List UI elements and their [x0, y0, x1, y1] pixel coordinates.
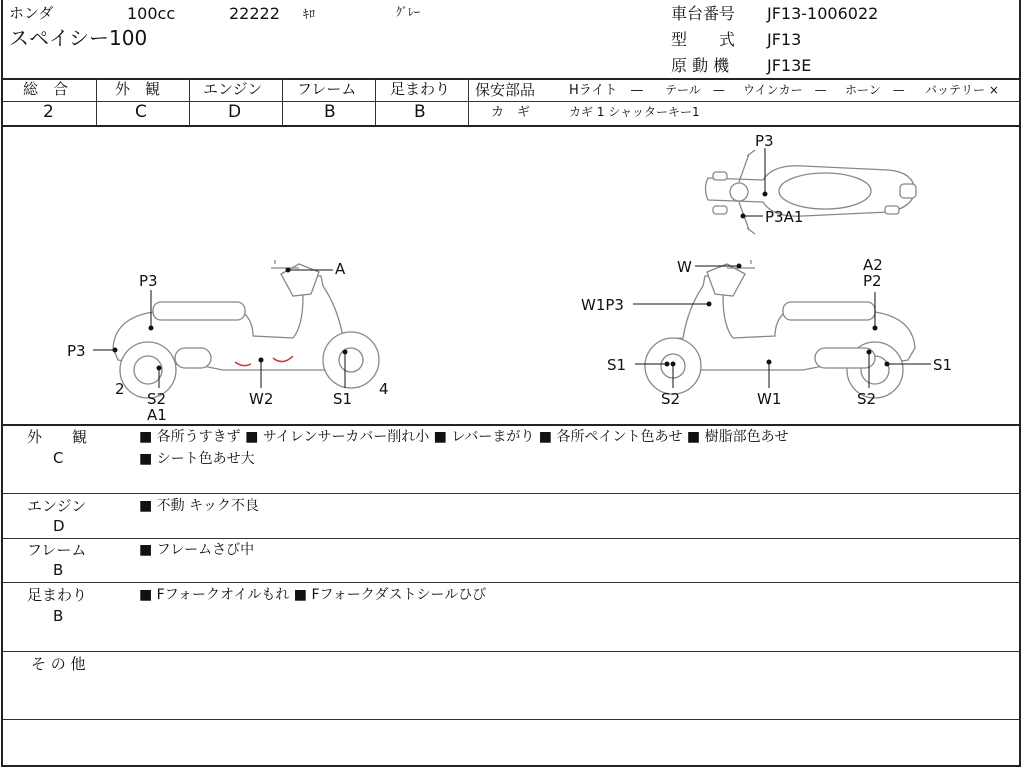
mark-label: S1 [607, 356, 627, 374]
mark-label: S2 [147, 390, 167, 408]
remark-line: ■ フレームさび中 [139, 542, 255, 558]
remark-grade-engine: D [53, 517, 65, 535]
key-label: カ ギ [491, 105, 531, 120]
engine-value: JF13E [767, 56, 812, 75]
mark-label: 2 [115, 380, 125, 398]
remark-divider [3, 582, 1019, 583]
safety-item-headlight: Hライト — [569, 83, 644, 98]
mark-label: S2 [661, 390, 681, 408]
remark-divider [3, 493, 1019, 494]
safety-item-horn: ホーン — [845, 83, 905, 97]
remark-divider [3, 719, 1019, 720]
grade-label-engine: エンジン [203, 80, 263, 98]
color: ｸﾞﾚｰ [396, 5, 421, 19]
grid-line [189, 79, 190, 125]
remark-category-engine: エンジン [27, 497, 87, 515]
displacement: 100cc [127, 4, 176, 23]
mark-label: P2 [863, 272, 882, 290]
grade-label-total: 総 合 [23, 80, 69, 98]
remark-line: ■ 不動 キック不良 [139, 498, 259, 514]
engine-label: 原 動 機 [671, 56, 730, 75]
remark-category-suspension: 足まわり [27, 586, 88, 604]
mark-label: A2 [863, 256, 883, 274]
mark-label: W1 [757, 390, 782, 408]
grade-label-exterior: 外 観 [115, 80, 161, 98]
chassis-label: 車台番号 [671, 4, 736, 23]
remark-grade-exterior: C [53, 449, 64, 467]
mileage: 22222 [229, 4, 280, 23]
safety-item-battery: バッテリー × [925, 83, 999, 97]
diagram-bottom-divider [3, 424, 1019, 426]
mark-label: A [335, 260, 346, 278]
type-value: JF13 [767, 30, 802, 49]
type-label: 型 式 [671, 30, 736, 49]
mark-label: W2 [249, 390, 274, 408]
mark-label: S1 [933, 356, 953, 374]
scooter-top-view [706, 150, 917, 234]
remark-category-exterior: 外 観 [27, 428, 88, 446]
grade-value-frame: B [324, 102, 336, 122]
remark-line: ■ Fフォークオイルもれ ■ Fフォークダストシールひび [139, 587, 487, 603]
grade-value-suspension: B [414, 102, 426, 122]
safety-item-winker: ウインカー — [743, 83, 827, 97]
model-name: スペイシー100 [9, 26, 148, 50]
safety-item-tail: テール — [665, 83, 725, 97]
remark-grade-suspension: B [53, 607, 64, 625]
inspection-sheet [1, 0, 1021, 767]
grade-value-engine: D [228, 102, 242, 122]
mark-label: A1 [147, 406, 167, 424]
grid-line [468, 79, 469, 125]
key-value: カギ 1 シャッターキー1 [569, 105, 700, 119]
mark-label: P3 [139, 272, 158, 290]
grade-label-frame: フレーム [297, 80, 357, 98]
maker: ホンダ [9, 4, 54, 22]
remark-category-other: そ の 他 [31, 655, 86, 673]
mark-label: 4 [379, 380, 389, 398]
mark-label: S2 [857, 390, 877, 408]
grade-midline [3, 101, 1021, 102]
remark-grade-frame: B [53, 561, 64, 579]
grid-line [375, 79, 376, 125]
mileage-unit: ｷﾛ [303, 7, 316, 21]
remark-line: ■ シート色あせ大 [139, 451, 255, 467]
remark-category-frame: フレーム [27, 541, 87, 559]
mark-label: P3 [67, 342, 86, 360]
grade-label-suspension: 足まわり [390, 80, 451, 98]
remark-divider [3, 538, 1019, 539]
grid-line [96, 79, 97, 125]
grade-value-exterior: C [135, 102, 147, 122]
mark-label: S1 [333, 390, 353, 408]
grade-value-total: 2 [43, 102, 54, 122]
scooter-diagram [3, 126, 1023, 424]
mark-label: W1P3 [581, 296, 624, 314]
mark-label: P3 [755, 132, 774, 150]
remark-divider [3, 651, 1019, 652]
remark-line: ■ 各所うすきず ■ サイレンサーカバー削れ小 ■ レバーまがり ■ 各所ペイント色あせ ■ 樹脂部色あせ [139, 429, 789, 445]
mark-label: P3A1 [765, 208, 804, 226]
chassis-value: JF13-1006022 [767, 4, 879, 23]
grid-line [282, 79, 283, 125]
safety-title: 保安部品 [475, 81, 536, 99]
mark-label: W [677, 258, 692, 276]
